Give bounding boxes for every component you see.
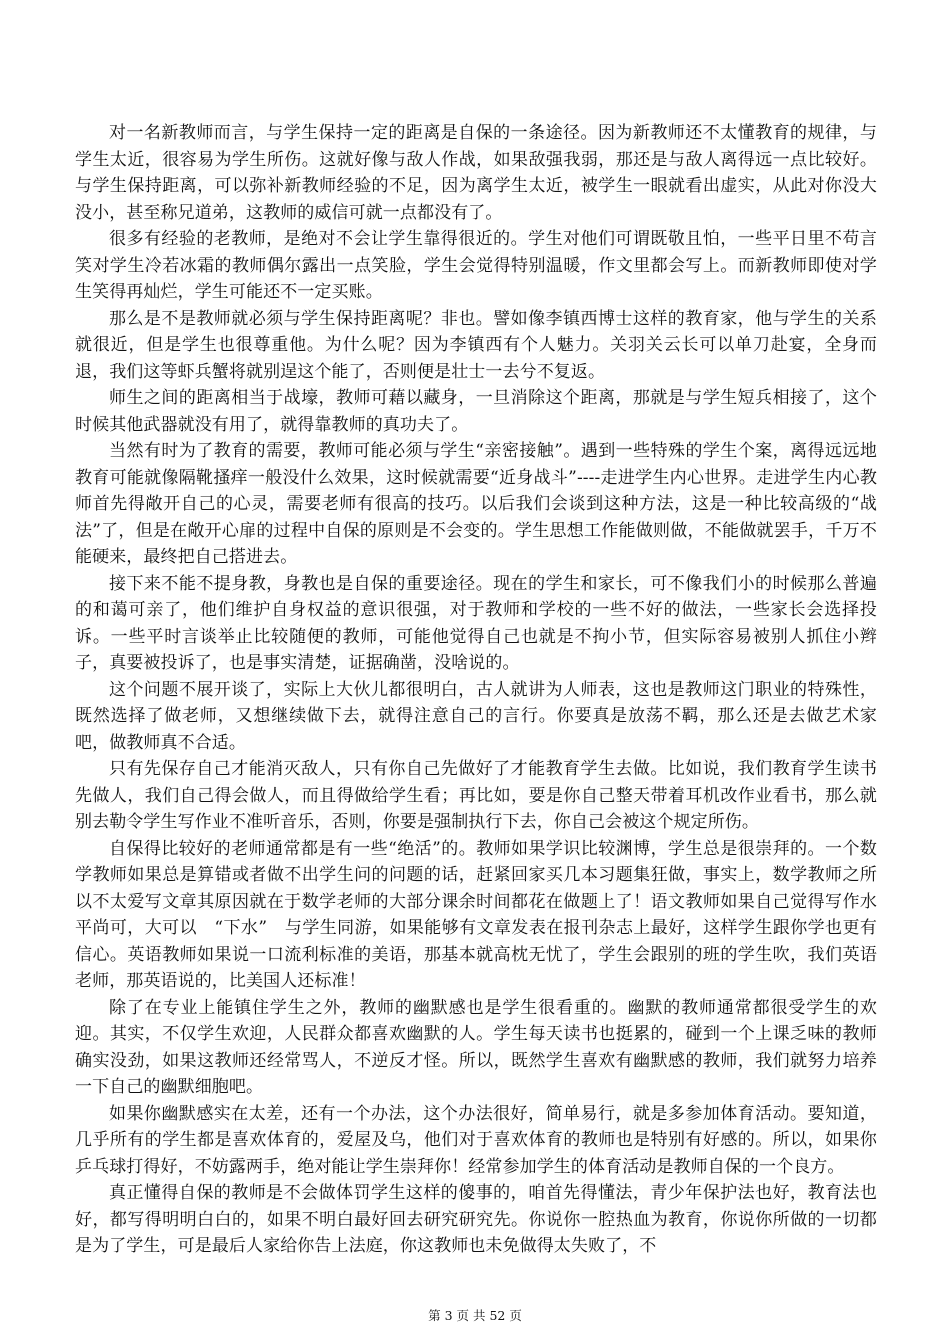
paragraph: 自保得比较好的老师通常都是有一些“绝活”的。教师如果学识比较渊博，学生总是很崇拜的。一个数学教师如果总是算错或者做不出学生问的问题的话，赶紧回家买几本习题集狂做，事实上，数学教师之所以不太爱写文章其原因就在于数学老师的大部分课余时间都花在做题上了！语文教师如果自己觉得写作水平尚可，大可以 “下水” 与学生同游，如果能够有文章发表在报刊杂志上最好，这样学生跟你学也更有信心。英语教师如果说一口流利标准的美语，那基本就高枕无忧了，学生会跟别的班的学生吹，我们英语老师，那英语说的，比美国人还标准！ (75, 838, 877, 991)
paragraph: 对一名新教师而言，与学生保持一定的距离是自保的一条途径。因为新教师还不太懂教育的规律，与学生太近，很容易为学生所伤。这就好像与敌人作战，如果敌强我弱，那还是与敌人离得远一点比较好。与学生保持距离，可以弥补新教师经验的不足，因为离学生太近，被学生一眼就看出虚实，从此对你没大没小，甚至称兄道弟，这教师的威信可就一点都没有了。 (75, 123, 877, 223)
paragraph: 那么是不是教师就必须与学生保持距离呢？非也。譬如像李镇西博士这样的教育家，他与学生的关系就很近，但是学生也很尊重他。为什么呢？因为李镇西有个人魅力。关羽关云长可以单刀赴宴，全身而退，我们这等虾兵蟹将就别逞这个能了，否则便是壮士一去兮不复返。 (75, 308, 877, 382)
paragraph: 如果你幽默感实在太差，还有一个办法，这个办法很好，简单易行，就是多参加体育活动。要知道，几乎所有的学生都是喜欢体育的，爱屋及乌，他们对于喜欢体育的教师也是特别有好感的。所以，如果你乒乓球打得好，不妨露两手，绝对能让学生崇拜你！经常参加学生的体育活动是教师自保的一个良方。 (75, 1103, 877, 1177)
paragraph: 很多有经验的老教师，是绝对不会让学生靠得很近的。学生对他们可谓既敬且怕，一些平日里不苟言笑对学生冷若冰霜的教师偶尔露出一点笑脸，学生会觉得特别温暖，作文里都会写上。而新教师即使对学生笑得再灿烂，学生可能还不一定买账。 (75, 229, 877, 302)
paragraph: 师生之间的距离相当于战壕，教师可藉以藏身，一旦消除这个距离，那就是与学生短兵相接了，这个时候其他武器就没有用了，就得靠教师的真功夫了。 (75, 388, 877, 435)
page-number-footer: 第 3 页 共 52 页 (428, 1308, 522, 1323)
paragraph: 只有先保存自己才能消灭敌人，只有你自己先做好了才能教育学生去做。比如说，我们教育学生读书先做人，我们自己得会做人，而且得做给学生看；再比如，要是你自己整天带着耳机改作业看书，那么就别去勒令学生写作业不准听音乐，否则，你要是强制执行下去，你自己会被这个规定所伤。 (75, 759, 877, 832)
paragraph: 当然有时为了教育的需要，教师可能必须与学生“亲密接触”。遇到一些特殊的学生个案，离得远远地教育可能就像隔靴搔痒一般没什么效果，这时候就需要“近身战斗”----走进学生内心世界。走进学生内心教师首先得敞开自己的心灵，需要老师有很高的技巧。以后我们会谈到这种方法，这是一种比较高级的“战法”了，但是在敞开心扉的过程中自保的原则是不会变的。学生思想工作能做则做，不能做就罢手，千万不能硬来，最终把自己搭进去。 (75, 441, 877, 567)
paragraph: 真正懂得自保的教师是不会做体罚学生这样的傻事的，咱首先得懂法，青少年保护法也好，教育法也好，都写得明明白白的，如果不明白最好回去研究研究先。你说你一腔热血为教育，你说你所做的一切都是为了学生，可是最后人家给你告上法庭，你这教师也未免做得太失败了，不 (75, 1183, 877, 1256)
paragraph: 除了在专业上能镇住学生之外，教师的幽默感也是学生很看重的。幽默的教师通常都很受学生的欢迎。其实，不仅学生欢迎，人民群众都喜欢幽默的人。学生每天读书也挺累的，碰到一个上课乏味的教师确实没劲，如果这教师还经常骂人，不逆反才怪。所以，既然学生喜欢有幽默感的教师，我们就努力培养一下自己的幽默细胞吧。 (75, 997, 877, 1097)
paragraph: 接下来不能不提身教，身教也是自保的重要途径。现在的学生和家长，可不像我们小的时候那么普遍的和蔼可亲了，他们维护自身权益的意识很强，对于教师和学校的一些不好的做法，一些家长会选择投诉。一些平时言谈举止比较随便的教师，可能他觉得自己也就是不拘小节，但实际容易被别人抓住小辫子，真要被投诉了，也是事实清楚，证据确凿，没啥说的。 (75, 573, 877, 673)
paragraph: 这个问题不展开谈了，实际上大伙儿都很明白，古人就讲为人师表，这也是教师这门职业的特殊性，既然选择了做老师，又想继续做下去，就得注意自己的言行。你要真是放荡不羁，那么还是去做艺术家吧，做教师真不合适。 (75, 679, 877, 753)
article-body (75, 120, 877, 1260)
